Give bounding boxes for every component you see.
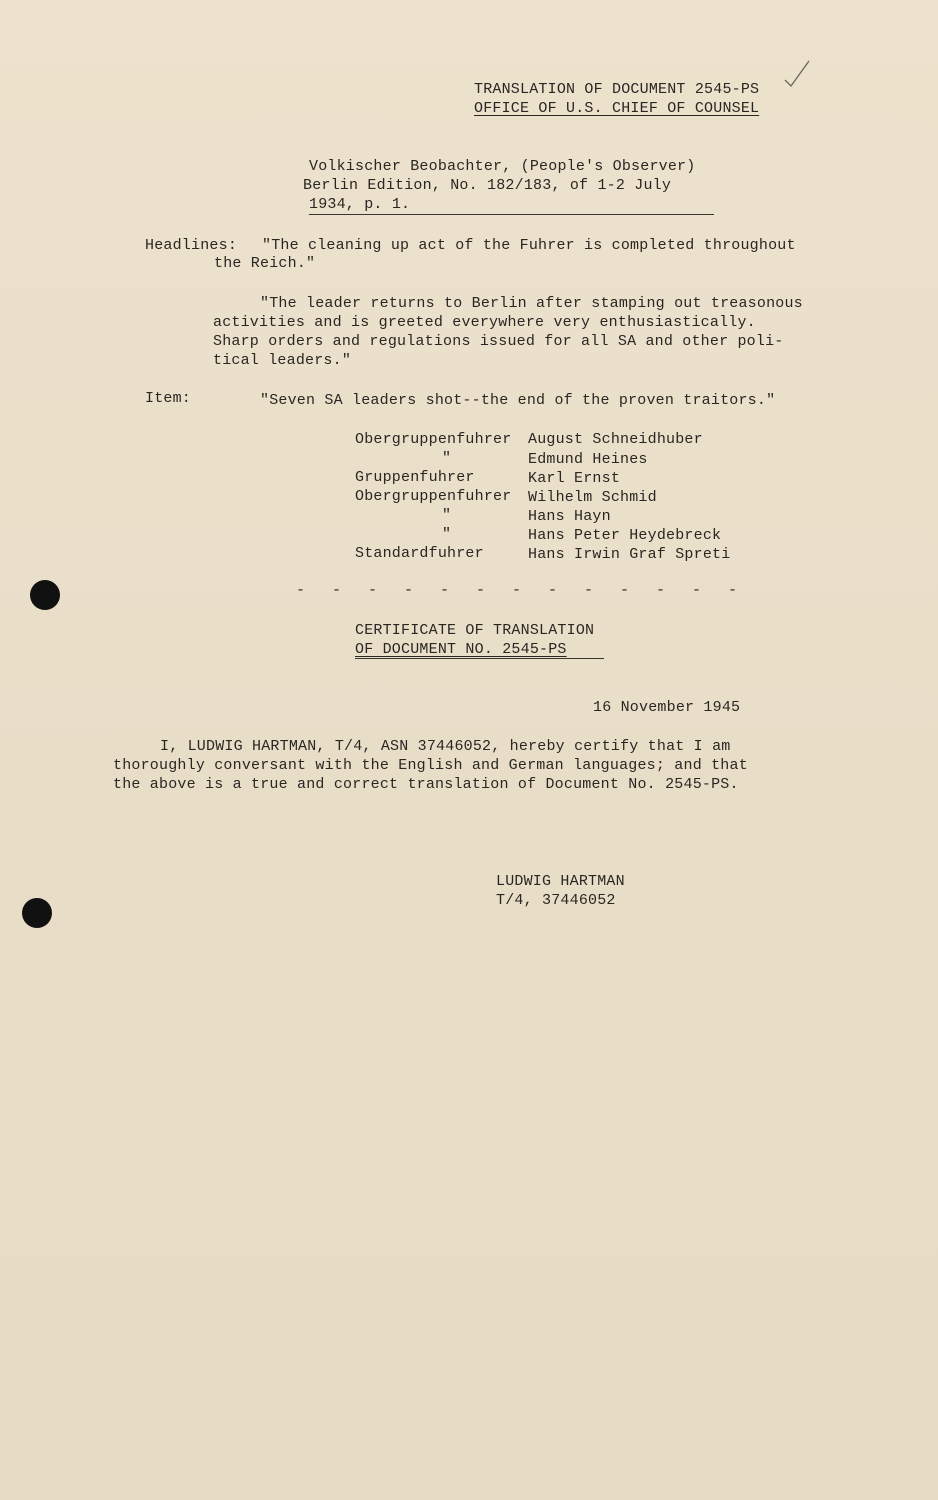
source-line-3: 1934, p. 1. bbox=[309, 196, 411, 213]
leader-rank: " bbox=[442, 450, 452, 467]
leader-name: Hans Irwin Graf Spreti bbox=[528, 546, 731, 563]
headline-paragraph-line-1: "The leader returns to Berlin after stamping out treasonous bbox=[260, 295, 803, 312]
headline-paragraph-line-4: tical leaders." bbox=[213, 352, 352, 369]
certificate-underline bbox=[355, 658, 604, 659]
header-line-2: OFFICE OF U.S. CHIEF OF COUNSEL bbox=[474, 100, 760, 117]
item-label: Item: bbox=[145, 390, 192, 407]
item-text: "Seven SA leaders shot--the end of the proven traitors." bbox=[260, 392, 776, 409]
leader-rank: Gruppenfuhrer bbox=[355, 469, 475, 486]
headlines-label: Headlines: bbox=[145, 237, 238, 254]
leader-rank: Obergruppenfuhrer bbox=[355, 488, 512, 505]
certificate-body-line-3: the above is a true and correct translation of Document No. 2545-PS. bbox=[113, 776, 739, 793]
leader-name: Hans Peter Heydebreck bbox=[528, 527, 722, 544]
check-mark-icon bbox=[782, 58, 812, 90]
leader-name: Karl Ernst bbox=[528, 470, 621, 487]
certificate-date: 16 November 1945 bbox=[593, 699, 741, 716]
punch-hole-icon bbox=[22, 898, 52, 928]
headline-paragraph-line-2: activities and is greeted everywhere very enthusiastically. bbox=[213, 314, 756, 331]
source-line-2: Berlin Edition, No. 182/183, of 1-2 July bbox=[303, 177, 672, 194]
headline-paragraph-line-3: Sharp orders and regulations issued for all SA and other poli- bbox=[213, 333, 784, 350]
leader-name: Wilhelm Schmid bbox=[528, 489, 657, 506]
header-line-1: TRANSLATION OF DOCUMENT 2545-PS bbox=[474, 81, 760, 98]
certificate-body-line-1: I, LUDWIG HARTMAN, T/4, ASN 37446052, hereby certify that I am bbox=[160, 738, 731, 755]
leader-rank: Standardfuhrer bbox=[355, 545, 484, 562]
leader-name: Hans Hayn bbox=[528, 508, 611, 525]
leader-rank: " bbox=[442, 507, 452, 524]
headline-text-1: "The cleaning up act of the Fuhrer is completed throughout bbox=[262, 237, 796, 254]
headline-text-2: the Reich." bbox=[214, 255, 316, 272]
certificate-body-line-2: thoroughly conversant with the English and German languages; and that bbox=[113, 757, 748, 774]
punch-hole-icon bbox=[30, 580, 60, 610]
signer-name: LUDWIG HARTMAN bbox=[496, 873, 625, 890]
source-line-1: Volkischer Beobachter, (People's Observer) bbox=[309, 158, 696, 175]
source-underline bbox=[309, 214, 714, 215]
signer-id: T/4, 37446052 bbox=[496, 892, 616, 909]
certificate-title-2: OF DOCUMENT NO. 2545-PS bbox=[355, 641, 567, 658]
leader-rank: " bbox=[442, 526, 452, 543]
leader-name: Edmund Heines bbox=[528, 451, 648, 468]
certificate-title-1: CERTIFICATE OF TRANSLATION bbox=[355, 622, 595, 639]
leader-name: August Schneidhuber bbox=[528, 431, 703, 448]
leader-rank: Obergruppenfuhrer bbox=[355, 431, 512, 448]
dashed-separator: - - - - - - - - - - - - - bbox=[296, 582, 747, 599]
